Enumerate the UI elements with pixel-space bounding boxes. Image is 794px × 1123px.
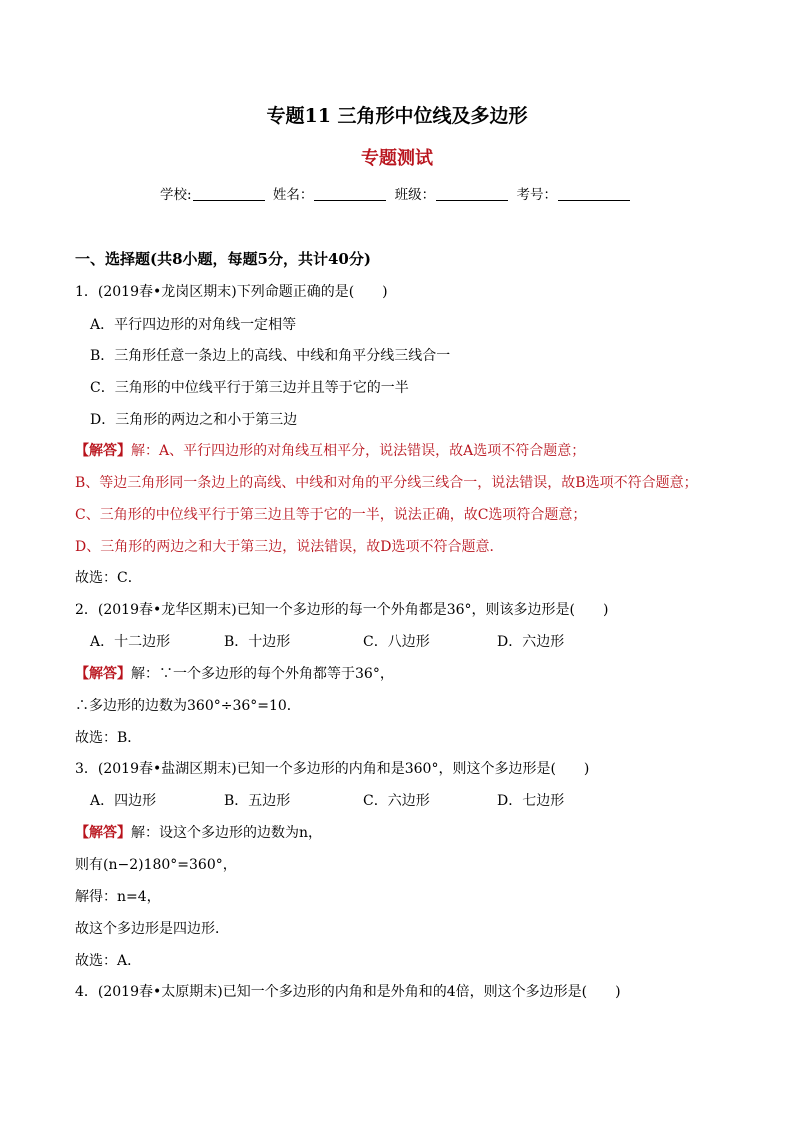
q3-choice: 故选：A． — [75, 953, 142, 969]
q2-option-c: C．八边形 — [363, 634, 430, 650]
exam-number-blank[interactable] — [558, 187, 630, 201]
name-label: 姓名： — [272, 187, 314, 203]
class-label: 班级： — [394, 187, 436, 203]
q2-option-d: D．六边形 — [497, 634, 565, 650]
q3-answer-line-1: 【解答】解：设这个多边形的边数为n， — [75, 825, 323, 841]
q1-answer-tag: 【解答】 — [75, 443, 131, 459]
page-title: 专题11 三角形中位线及多边形 — [266, 105, 528, 127]
q1-answer-line-3: C、三角形的中位线平行于第三边且等于它的一半，说法正确，故C选项符合题意； — [75, 507, 587, 523]
q1-answer-line-4: D、三角形的两边之和大于第三边，说法错误，故D选项不符合题意． — [75, 539, 504, 555]
q1-answer-line-2: B、等边三角形同一条边上的高线、中线和对角的平分线三线合一，说法错误，故B选项不符合题意； — [75, 475, 698, 491]
q3-option-a: A．四边形 — [90, 793, 157, 809]
school-label: 学校: — [160, 187, 192, 203]
q3-answer-tag: 【解答】 — [75, 825, 131, 841]
page-subtitle: 专题测试 — [361, 148, 433, 169]
q2-choice: 故选：B． — [75, 730, 142, 746]
q2-option-b: B．十边形 — [224, 634, 291, 650]
q3-stem: 3．(2019春•盐湖区期末)已知一个多边形的内角和是360°，则这个多边形是( ) — [75, 761, 590, 777]
q3-answer-line-2: 则有(n−2)180°=360°， — [75, 857, 237, 873]
school-blank[interactable] — [193, 187, 265, 201]
q2-answer-tag: 【解答】 — [75, 666, 131, 682]
q3-answer-line-3: 解得：n=4， — [75, 889, 161, 905]
q2-option-a: A．十二边形 — [90, 634, 171, 650]
q3-option-b: B．五边形 — [224, 793, 291, 809]
q1-choice: 故选：C． — [75, 570, 142, 586]
q1-option-a: A．平行四边形的对角线一定相等 — [90, 317, 297, 333]
student-info-row — [0, 186, 794, 204]
name-blank[interactable] — [314, 187, 386, 201]
section-heading: 一、选择题(共8小题，每题5分，共计40分) — [75, 250, 371, 268]
q4-stem: 4．(2019春•太原期末)已知一个多边形的内角和是外角和的4倍，则这个多边形是( ) — [75, 984, 621, 1000]
exam-number-label: 考号： — [516, 187, 557, 203]
q2-stem: 2．(2019春•龙华区期末)已知一个多边形的每一个外角都是36°，则该多边形是( ) — [75, 602, 609, 618]
q1-answer-line-1: 【解答】解：A、平行四边形的对角线互相平分，说法错误，故A选项不符合题意； — [75, 443, 586, 459]
q3-answer-line-4: 故这个多边形是四边形． — [75, 921, 229, 937]
q1-option-d: D．三角形的两边之和小于第三边 — [90, 412, 298, 428]
q3-option-d: D．七边形 — [497, 793, 565, 809]
q1-option-c: C．三角形的中位线平行于第三边并且等于它的一半 — [90, 380, 409, 396]
class-blank[interactable] — [436, 187, 508, 201]
q1-option-b: B．三角形任意一条边上的高线、中线和角平分线三线合一 — [90, 348, 451, 364]
q1-stem: 1．(2019春•龙岗区期末)下列命题正确的是( ) — [75, 284, 388, 300]
q2-answer-line-1: 【解答】解：∵一个多边形的每个外角都等于36°， — [75, 666, 394, 682]
q2-answer-line-2: ∴多边形的边数为360°÷36°=10． — [75, 698, 301, 714]
q3-option-c: C．六边形 — [363, 793, 430, 809]
